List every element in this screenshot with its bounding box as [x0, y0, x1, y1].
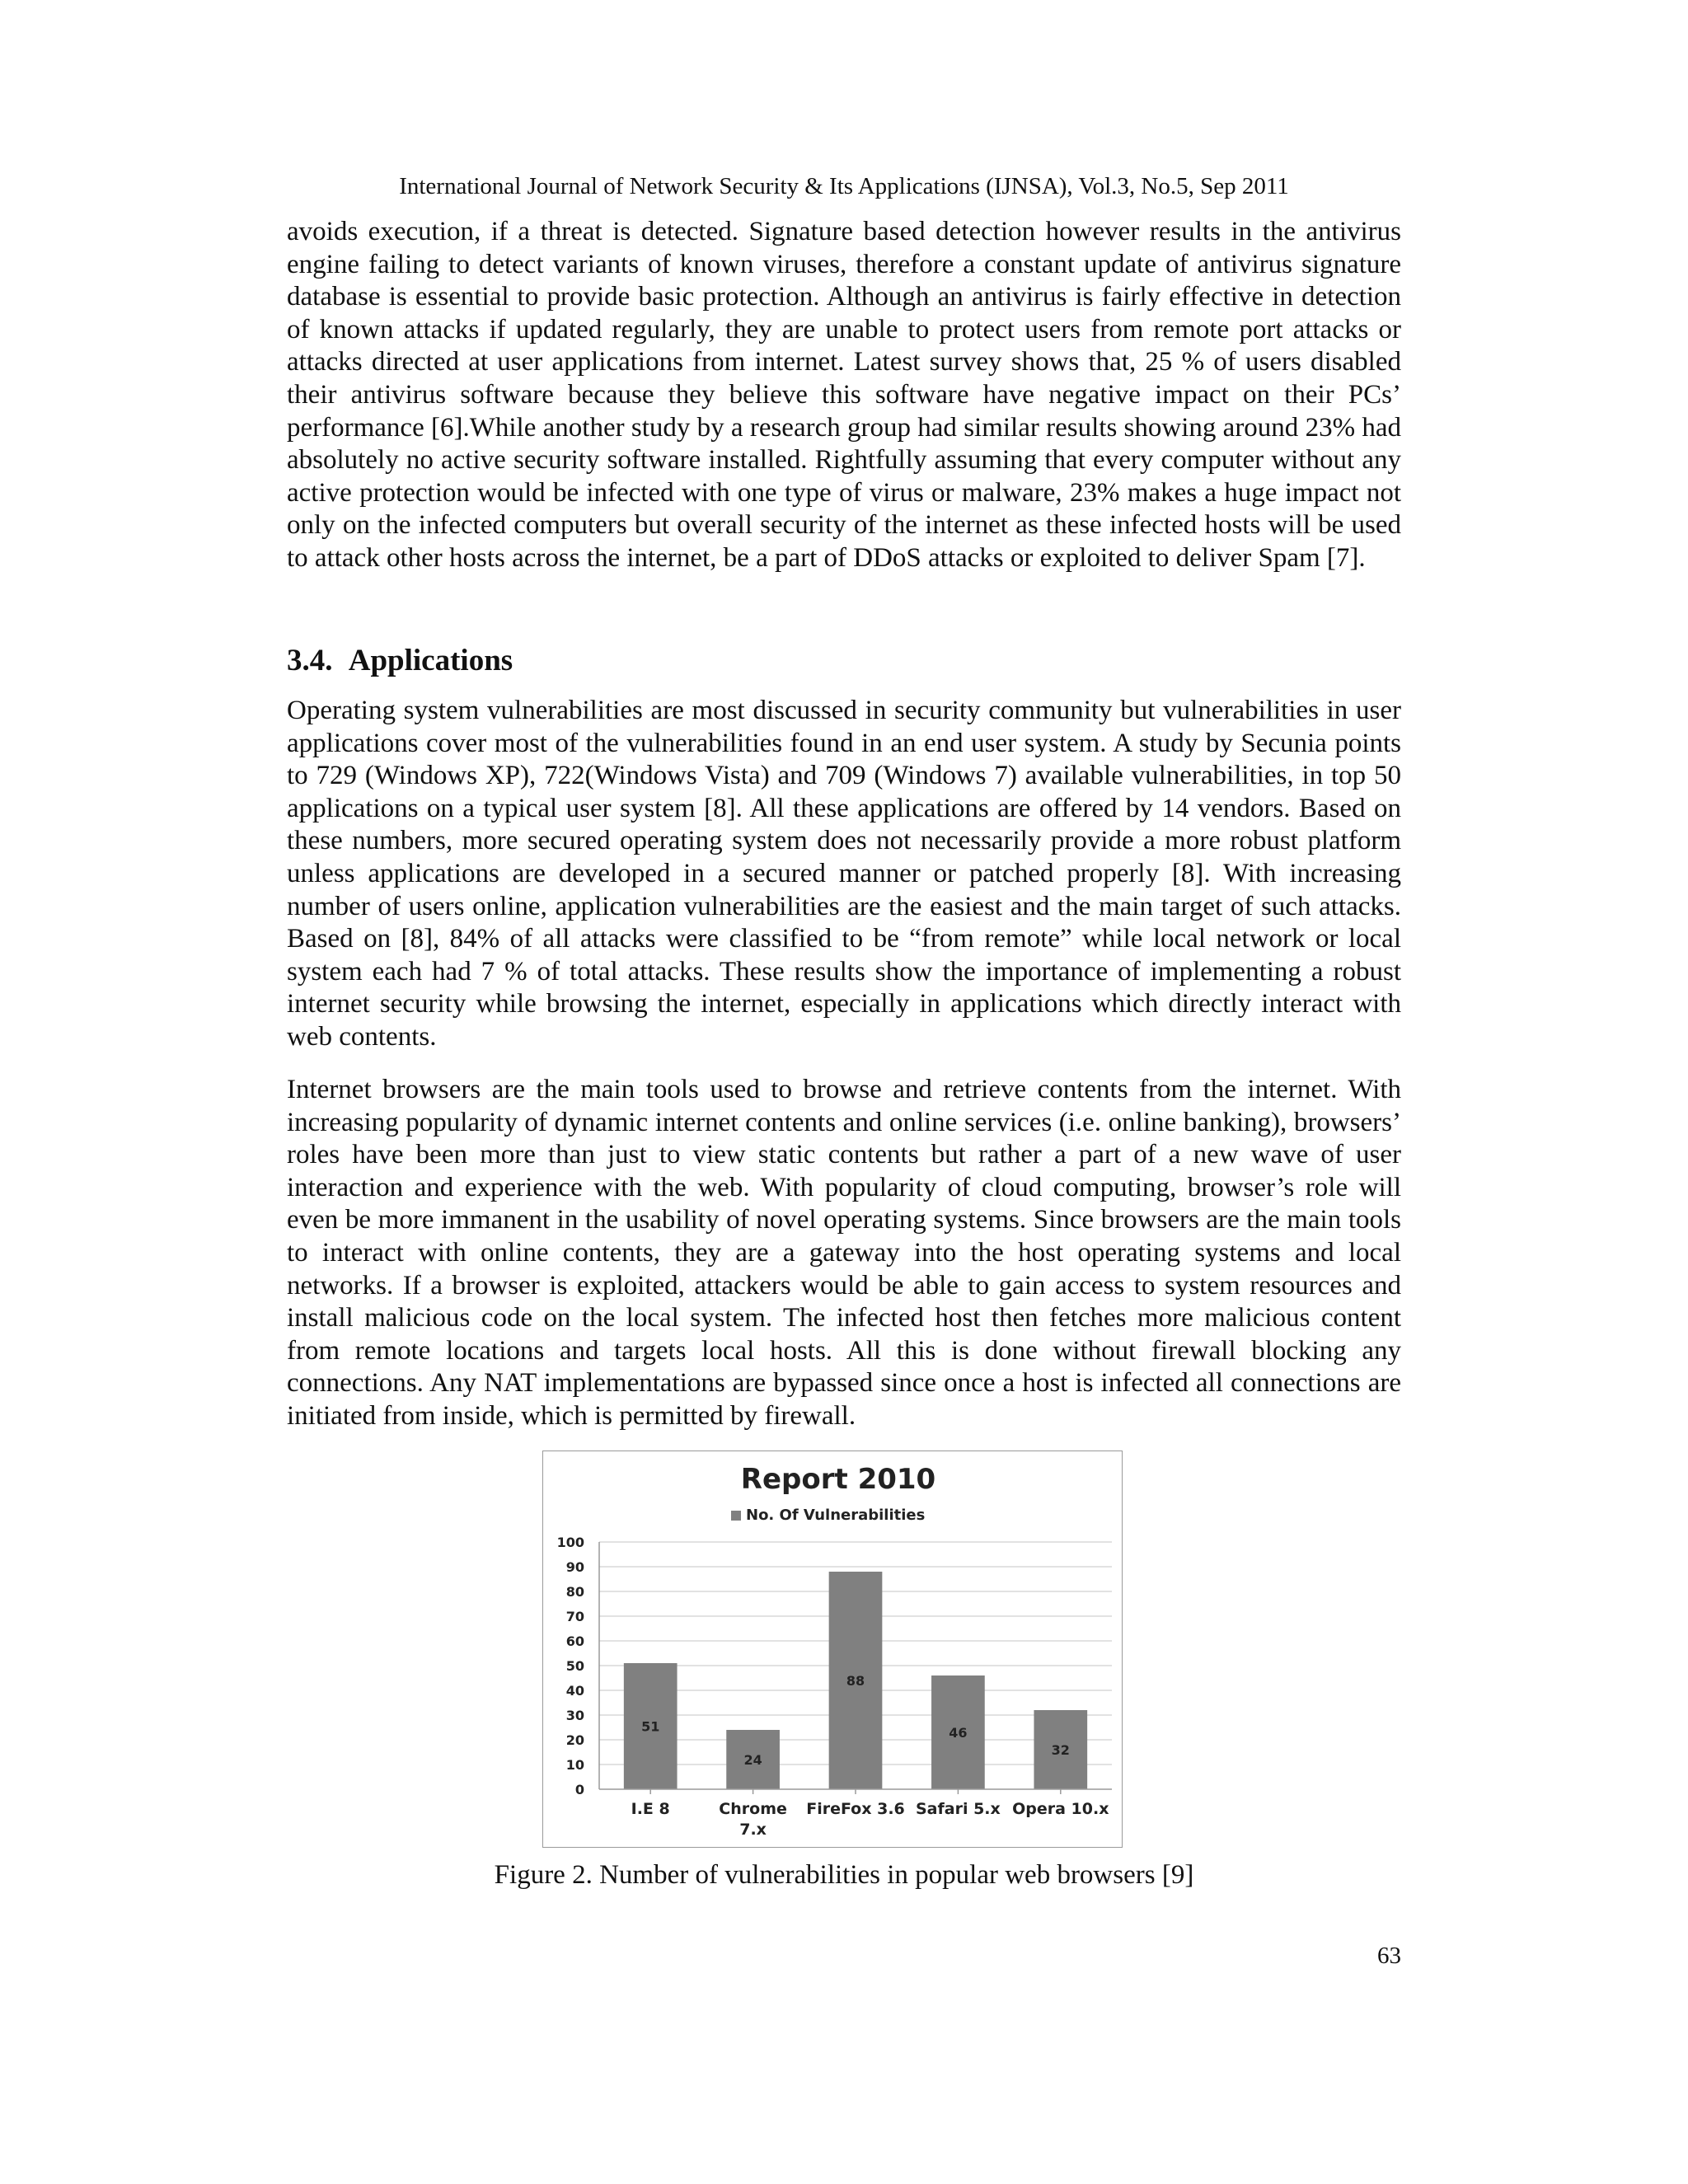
y-tick-label: 30	[565, 1708, 584, 1723]
x-tick-label: Opera 10.x	[1012, 1800, 1109, 1818]
x-tick-label: Chrome	[719, 1800, 787, 1818]
y-tick-label: 90	[565, 1559, 584, 1575]
x-tick-label: FireFox 3.6	[806, 1800, 905, 1818]
paragraph-antivirus: avoids execution, if a threat is detected. Signature based detection however results in the antivirus engine failing to detect variants of known viruses, therefore a constant update of antivirus signature database is essential to provide basic protection. Although an antivirus is fairly effective in detection of known attacks if updated regularly, they are unable to protect users from remote port attacks or attacks directed at user applications from internet. Latest survey shows that, 25 % of users disabled their antivirus software because they believe this software have negative impact on their PCs’ performance [6].While another study by a research group had similar results showing around 23% had absolutely no active security software installed. Rightfully assuming that every computer without any active protection would be infected with one type of virus or malware, 23% makes a huge impact not only on the infected computers but overall security of the internet as these infected hosts will be used to attack other hosts across the internet, be a part of DDoS attacks or exploited to deliver Spam [7].	[287, 217, 1401, 573]
section-title: Applications	[348, 644, 513, 677]
paragraph-browsers: Internet browsers are the main tools used to browse and retrieve contents from the internet. With increasing popularity of dynamic internet contents and online services (i.e. online banking), browsers’ roles have been more than just to view static contents but rather a part of a new wave of user interaction and experience with the web. With popularity of cloud computing, browser’s role will even be more immanent in the usability of novel operating systems. Since browsers are the main tools to interact with online contents, they are a gateway into the host operating systems and local networks. If a browser is exploited, attackers would be able to gain access to system resources and install malicious code on the local system. The infected host then fetches more malicious content from remote locations and targets local hosts. All this is done without firewall blocking any connections. Any NAT implementations are bypassed since once a host is infected all connections are initiated from inside, which is permitted by firewall.	[287, 1075, 1401, 1431]
section-heading	[287, 643, 513, 679]
data-label: 46	[949, 1725, 968, 1741]
bar-chart	[543, 1451, 1122, 1847]
x-tick-label: I.E 8	[631, 1800, 670, 1818]
y-tick-label: 20	[565, 1732, 584, 1748]
chart-bars	[624, 1572, 1087, 1789]
y-tick-label: 60	[565, 1633, 584, 1649]
chart-title: Report 2010	[740, 1463, 936, 1496]
x-tick-label: 7.x	[739, 1821, 767, 1839]
y-tick-label: 80	[565, 1584, 584, 1600]
data-label: 51	[641, 1718, 660, 1735]
y-tick-label: 50	[565, 1658, 584, 1674]
data-label: 88	[846, 1673, 865, 1689]
y-tick-label: 10	[565, 1757, 584, 1773]
data-label: 24	[743, 1752, 762, 1768]
y-tick-label: 70	[565, 1609, 584, 1624]
legend-swatch	[731, 1511, 741, 1521]
section-number: 3.4.	[287, 644, 333, 677]
y-tick-label: 40	[565, 1683, 584, 1699]
running-header: International Journal of Network Security & Its Applications (IJNSA), Vol.3, No.5, Sep 2011	[399, 173, 1289, 199]
figure-caption: Figure 2. Number of vulnerabilities in popular web browsers [9]	[494, 1860, 1194, 1890]
figure-chart	[542, 1451, 1123, 1848]
y-tick-label: 100	[556, 1535, 584, 1550]
paragraph-applications: Operating system vulnerabilities are most discussed in security community but vulnerabilities in user applications cover most of the vulnerabilities found in an end user system. A study by Secunia points to 729 (Windows XP), 722(Windows Vista) and 709 (Windows 7) available vulnerabilities, in top 50 applications on a typical user system [8]. All these applications are offered by 14 vendors. Based on these numbers, more secured operating system does not necessarily provide a more robust platform unless applications are developed in a secured manner or patched properly [8]. With increasing number of users online, application vulnerabilities are the easiest and the main target of such attacks. Based on [8], 84% of all attacks were classified to be “from remote” while local network or local system each had 7 % of total attacks. These results show the importance of implementing a robust internet security while browsing the internet, especially in applications which directly interact with web contents.	[287, 696, 1401, 1052]
legend-label: No. Of Vulnerabilities	[746, 1507, 926, 1524]
page-number: 63	[1377, 1943, 1401, 1969]
x-tick-label: Safari 5.x	[916, 1800, 1001, 1818]
data-label: 32	[1051, 1742, 1070, 1758]
y-tick-label: 0	[574, 1782, 584, 1797]
